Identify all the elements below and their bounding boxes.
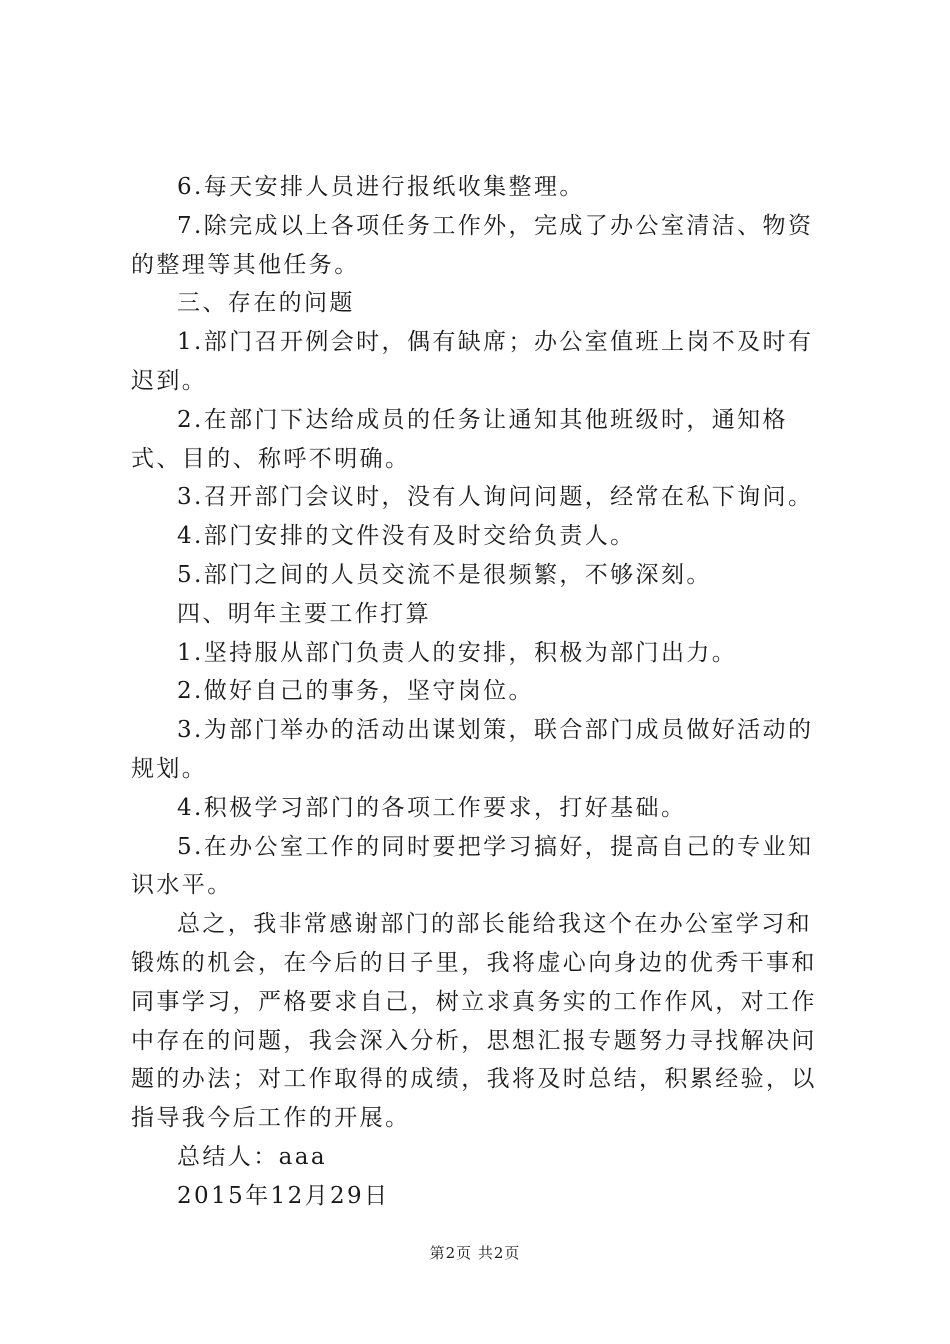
plan-item-4: 4.积极学习部门的各项工作要求，打好基础。 <box>177 794 687 821</box>
list-item-6: 6.每天安排人员进行报纸收集整理。 <box>177 174 585 200</box>
document-body <box>131 168 831 1216</box>
conclusion-paragraph: 总之，我非常感谢部门的部长能给我这个在办公室学习和锻炼的机会，在今后的日子里，我将虚心向身边的优秀干事和同事学习，严格要求自己，树立求真务实的工作作风，对工作中存在的问题，我会深入分析，思想汇报专题努力寻找解决问题的办法；对工作取得的成绩，我将及时总结，积累经验，以指导我今后工作的开展。 <box>131 911 817 1132</box>
problem-item-1: 1.部门召开例会时，偶有缺席；办公室值班上岗不及时有迟到。 <box>131 329 814 394</box>
problem-item-2: 2.在部门下达给成员的任务让通知其他班级时，通知格式、目的、称呼不明确。 <box>131 406 788 472</box>
problem-item-5: 5.部门之间的人员交流不是很频繁，不够深刻。 <box>177 561 712 588</box>
plan-item-1: 1.坚持服从部门负责人的安排，积极为部门出力。 <box>177 639 738 666</box>
section-heading-plans: 四、明年主要工作打算 <box>177 600 431 627</box>
list-item-7: 7.除完成以上各项任务工作外，完成了办公室清洁、物资的整理等其他任务。 <box>131 212 814 278</box>
section-heading-problems: 三、存在的问题 <box>177 290 355 317</box>
signature-line: 总结人：aaa <box>177 1143 327 1170</box>
problem-item-3: 3.召开部门会议时，没有人询问问题，经常在私下询问。 <box>177 484 814 511</box>
plan-item-5: 5.在办公室工作的同时要把学习搞好，提高自己的专业知识水平。 <box>131 833 814 899</box>
date-line: 2015年12月29日 <box>177 1182 390 1209</box>
plan-item-2: 2.做好自己的事务，坚守岗位。 <box>177 678 534 705</box>
problem-item-4: 4.部门安排的文件没有及时交给负责人。 <box>177 523 636 550</box>
page-footer: 第2页 共2页 <box>429 1244 521 1262</box>
plan-item-3: 3.为部门举办的活动出谋划策，联合部门成员做好活动的规划。 <box>131 717 814 782</box>
